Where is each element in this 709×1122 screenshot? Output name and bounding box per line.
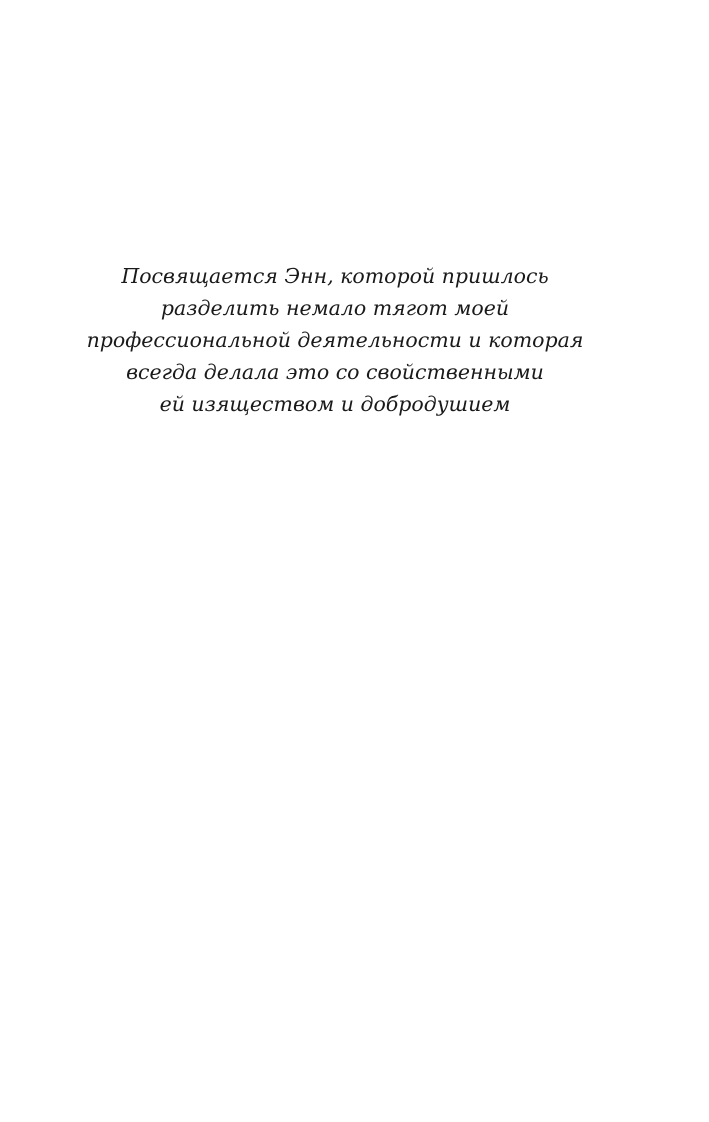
- dedication-line-5: ей изяществом и добродушием: [159, 392, 511, 416]
- dedication-line-1: Посвящается Энн, которой пришлось: [121, 264, 549, 288]
- dedication-line-2: разделить немало тягот моей: [160, 296, 510, 320]
- dedication-line-3: профессиональной деятельности и которая: [86, 328, 584, 352]
- dedication-line-4: всегда делала это со свойственными: [126, 360, 544, 384]
- dedication-text: [0, 260, 670, 420]
